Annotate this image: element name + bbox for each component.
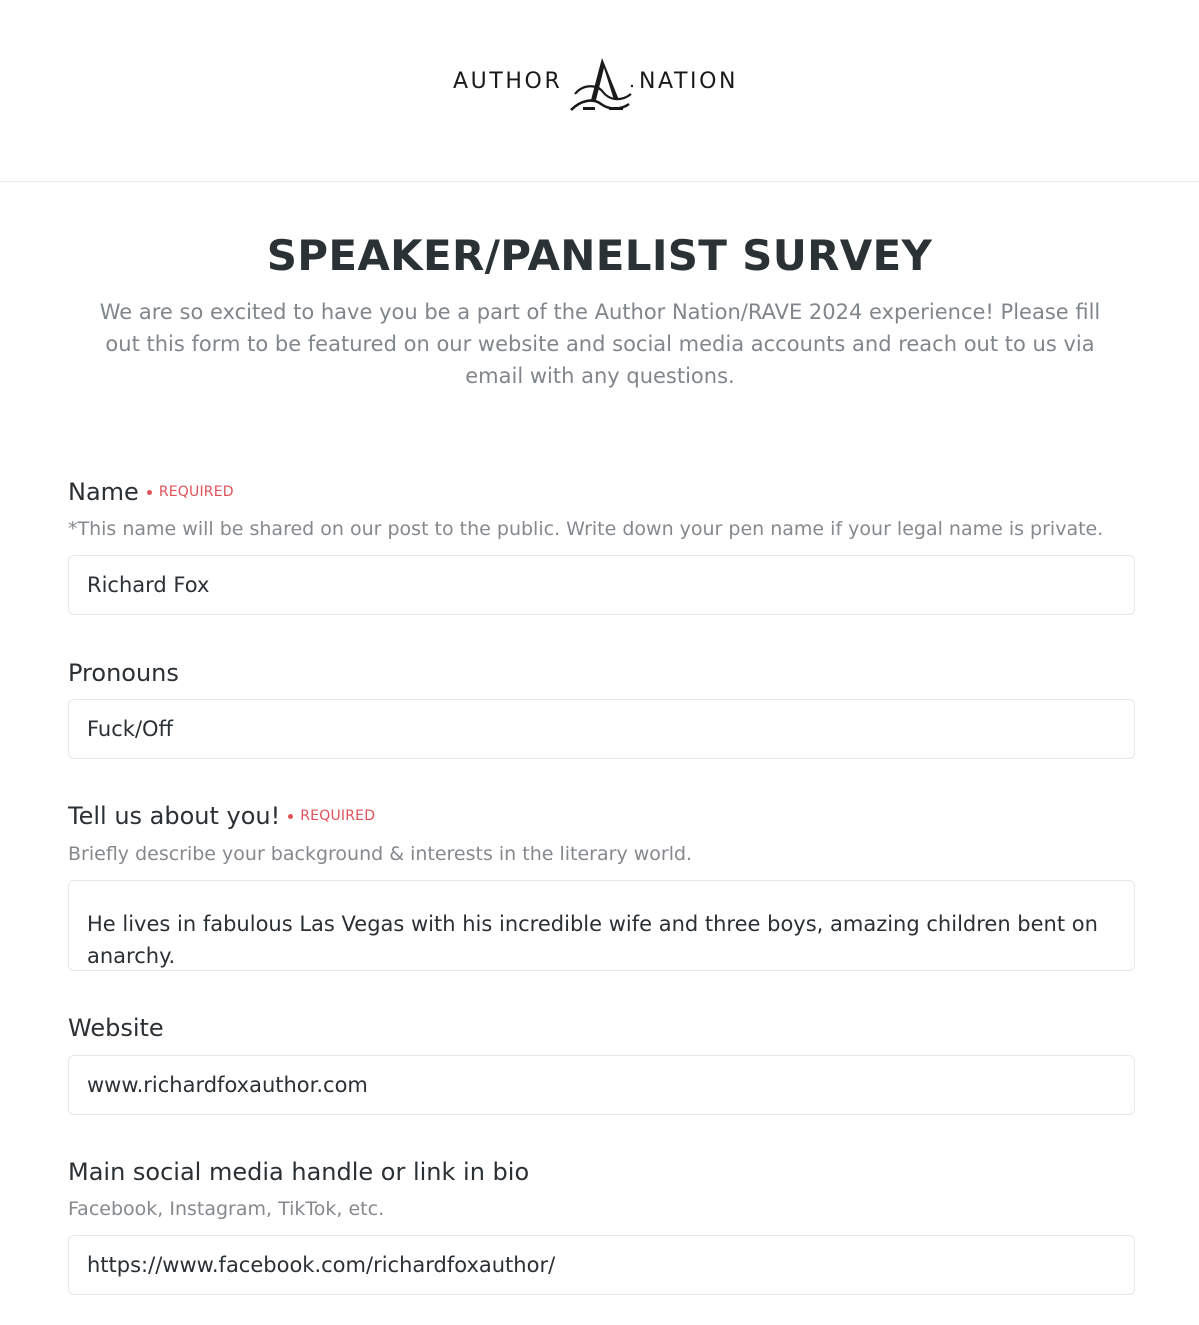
about-help-text: Briefly describe your background & interests in the literary world. [68, 843, 693, 865]
about-field-group [68, 801, 1135, 971]
form-intro: We are so excited to have you be a part of the Author Nation/RAVE 2024 experience! Please fill out this form to be featured on our website and social media accounts and reach out to us via email with any questions. [99, 300, 1101, 388]
social-label-row [68, 1157, 1135, 1187]
required-dot-icon [288, 814, 293, 819]
page-header [0, 0, 1199, 182]
logo-word-author: AUTHOR [453, 69, 563, 94]
website-label-row [68, 1013, 1135, 1043]
pronouns-label: Pronouns [68, 659, 179, 687]
social-field-group [68, 1157, 1135, 1295]
required-badge [147, 484, 234, 500]
about-textarea[interactable]: He lives in fabulous Las Vegas with his incredible wife and three boys, amazing children bent on anarchy. [68, 880, 1135, 971]
name-label: Name [68, 478, 139, 506]
required-text: REQUIRED [158, 484, 234, 500]
pronouns-input[interactable]: Fuck/Off [68, 699, 1135, 759]
required-dot-icon [147, 490, 152, 495]
about-label: Tell us about you! [68, 802, 281, 830]
website-label: Website [68, 1014, 164, 1042]
name-field-group [68, 477, 1135, 615]
name-input[interactable]: Richard Fox [68, 555, 1135, 615]
required-text: REQUIRED [300, 808, 376, 824]
pronouns-field-group [68, 658, 1135, 759]
name-help-text: *This name will be shared on our post to the public. Write down your pen name if your legal name is private. [68, 518, 1104, 540]
logo-word-nation: NATION [639, 69, 739, 94]
social-label: Main social media handle or link in bio [68, 1158, 530, 1186]
page-title: SPEAKER/PANELIST SURVEY [266, 231, 933, 280]
social-input[interactable]: https://www.facebook.com/richardfoxauthor/ [68, 1235, 1135, 1295]
author-nation-logo[interactable] [453, 52, 753, 112]
social-help-text: Facebook, Instagram, TikTok, etc. [68, 1198, 385, 1220]
required-badge [288, 808, 375, 824]
logo-a-mark-icon [569, 54, 633, 112]
pronouns-label-row [68, 658, 1135, 688]
about-label-row [68, 801, 1135, 831]
website-input[interactable]: www.richardfoxauthor.com [68, 1055, 1135, 1115]
website-field-group [68, 1013, 1135, 1115]
name-label-row [68, 477, 1135, 507]
